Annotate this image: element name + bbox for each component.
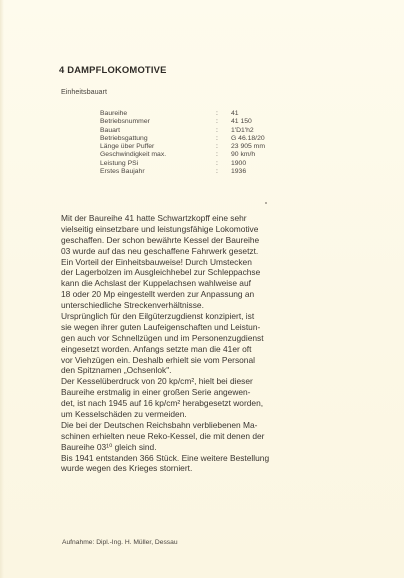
text-line: vor Viehzügen ein. Deshalb erhielt sie vom Personal xyxy=(61,354,255,365)
spec-colon: : xyxy=(216,110,218,117)
spec-colon: : xyxy=(216,159,218,167)
text-line: sie wegen ihrer guten Laufeigenschaften und Leistun- xyxy=(61,321,261,332)
text-line: Ein Vorteil der Einheitsbauweise! Durch Umstecken xyxy=(61,256,252,267)
text-line: Baureihe 03¹⁰ gleich sind. xyxy=(61,441,157,452)
text-line: Der Kesselüberdruck von 20 kp/cm², hielt bei dieser xyxy=(61,376,253,387)
text-line: unterschiedliche Streckenverhältnisse. xyxy=(61,300,204,311)
text-line: der Lagerbolzen im Ausgleichhebel zur Schleppachse xyxy=(61,267,261,278)
text-line: gen auch vor Schnellzügen und im Personenzugdienst xyxy=(61,332,264,343)
text-line: schinen erhielten neue Reko-Kessel, die mit denen der xyxy=(61,430,265,441)
spec-label: Erstes Baujahr xyxy=(100,168,145,176)
text-line: den Spitznamen „Ochsenlok". xyxy=(61,365,172,376)
text-line: Baureihe erstmalig in einer großen Serie angewen- xyxy=(61,387,251,398)
text-line: vielseitig einsetzbare und leistungsfähige Lokomotive xyxy=(61,223,259,234)
text-line: 18 oder 20 Mp eingestellt werden zur Anpassung an xyxy=(61,289,255,300)
spec-colon: : xyxy=(216,168,218,176)
spec-value: 41 150 xyxy=(231,118,252,126)
text-line: Die bei der Deutschen Reichsbahn verbliebenen Ma- xyxy=(61,419,258,430)
spec-label: Betriebsnummer xyxy=(100,118,150,126)
text-line: 03 wurde auf das neu geschaffene Fahrwerk gesetzt. xyxy=(61,245,259,256)
spec-colon: : xyxy=(216,134,218,142)
text-line: wurde wegen des Krieges storniert. xyxy=(61,463,193,474)
spec-value: 1900 xyxy=(231,159,247,167)
card-edge-shadow xyxy=(0,0,4,578)
spec-colon: : xyxy=(216,151,218,159)
text-line: eingesetzt worden. Anfangs setzte man die 41er oft xyxy=(61,343,252,354)
spec-value: 41 xyxy=(231,110,239,117)
text-line: det, ist nach 1945 auf 16 kp/cm² herabgesetzt worden, xyxy=(61,398,264,409)
text-line: Bis 1941 entstanden 366 Stück. Eine weitere Bestellung xyxy=(61,452,270,463)
spec-value: 90 km/h xyxy=(231,151,256,159)
description-text xyxy=(61,213,347,474)
text-line: kann die Achslast der Kuppelachsen wahlweise auf xyxy=(61,278,251,289)
paper-speck xyxy=(265,202,267,204)
spec-label: Länge über Puffer xyxy=(100,143,155,151)
spec-colon: : xyxy=(216,118,218,126)
spec-value: 1'D1'h2 xyxy=(231,126,254,134)
spec-label: Geschwindigkeit max. xyxy=(100,151,167,159)
spec-label: Betriebsgattung xyxy=(100,134,148,142)
text-line: geschaffen. Der schon bewährte Kessel der Baureihe xyxy=(61,234,260,245)
spec-colon: : xyxy=(216,126,218,134)
text-line: Ursprünglich für den Eilgüterzugdienst konzipiert, ist xyxy=(61,311,255,322)
spec-value: 23 905 mm xyxy=(231,143,266,151)
text-line: um Kesselschäden zu vermeiden. xyxy=(61,409,187,420)
spec-value: G 46.18/20 xyxy=(231,134,265,142)
spec-value: 1936 xyxy=(231,168,247,176)
spec-label: Leistung PSi xyxy=(100,159,139,167)
text-line: Mit der Baureihe 41 hatte Schwartzkopff eine sehr xyxy=(61,213,247,223)
spec-label: Bauart xyxy=(100,126,121,134)
card-heading: 4 DAMPFLOKOMOTIVE xyxy=(59,64,167,75)
spec-colon: : xyxy=(216,143,218,151)
photo-credit: Aufnahme: Dipl.-Ing. H. Müller, Dessau xyxy=(62,539,178,546)
spec-label: Baureihe xyxy=(100,110,128,117)
card-subheading: Einheitsbauart xyxy=(61,87,107,96)
